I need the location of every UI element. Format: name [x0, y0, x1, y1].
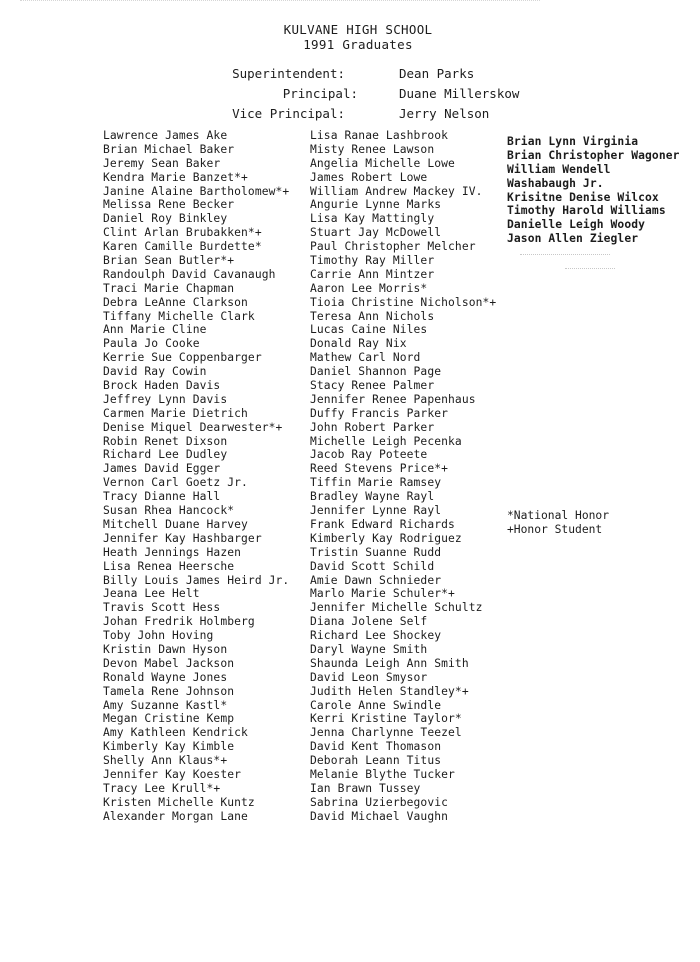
graduate-name: Tracy Dianne Hall	[103, 490, 221, 504]
graduate-name: William Andrew Mackey IV.	[310, 184, 483, 198]
graduate-name: Daryl Wayne Smith	[310, 642, 428, 656]
graduate-name: Amy Kathleen Kendrick	[103, 726, 248, 740]
graduate-name: Kimberly Kay Rodriguez	[310, 531, 462, 545]
graduate-name: James Robert Lowe	[310, 170, 428, 184]
graduate-name: Brian Christopher Wagoner	[507, 148, 680, 162]
graduate-name: Richard Lee Dudley	[103, 448, 228, 462]
graduate-name: Krisitne Denise Wilcox	[507, 190, 659, 204]
graduate-name: Jennifer Michelle Schultz	[310, 601, 483, 615]
graduate-name: Jennifer Kay Hashbarger	[103, 531, 262, 545]
graduate-name: Tiffany Michelle Clark	[103, 309, 255, 323]
graduate-name: Denise Miquel Dearwester*+	[103, 420, 283, 434]
graduate-name: Alexander Morgan Lane	[103, 809, 248, 823]
graduate-name: Angurie Lynne Marks	[310, 198, 442, 212]
graduate-name: Lisa Kay Mattingly	[310, 212, 435, 226]
superintendent-label: Superintendent:	[232, 66, 345, 81]
graduate-name: Richard Lee Shockey	[310, 629, 442, 643]
scan-artifact	[520, 254, 610, 258]
graduate-name: Diana Jolene Self	[310, 615, 428, 629]
graduate-name: Daniel Roy Binkley	[103, 212, 228, 226]
graduate-name: Jeremy Sean Baker	[103, 156, 221, 170]
graduate-name: Jeana Lee Helt	[103, 587, 200, 601]
graduate-name: Kristen Michelle Kuntz	[103, 795, 255, 809]
graduate-name: Traci Marie Chapman	[103, 281, 235, 295]
graduate-name: David Kent Thomason	[310, 740, 442, 754]
graduate-name: Karen Camille Burdette*	[103, 240, 262, 254]
graduate-name: Melanie Blythe Tucker	[310, 767, 455, 781]
graduate-name: David Michael Vaughn	[310, 809, 449, 823]
graduate-name: Clint Arlan Brubakken*+	[103, 226, 262, 240]
graduate-name: Danielle Leigh Woody	[507, 218, 646, 232]
graduate-name: Carmen Marie Dietrich	[103, 406, 248, 420]
vice-principal-name: Jerry Nelson	[399, 106, 490, 121]
graduate-name: Washabaugh Jr.	[507, 176, 604, 190]
graduate-name: Stuart Jay McDowell	[310, 226, 442, 240]
graduate-name: Toby John Hoving	[103, 629, 214, 643]
graduate-name: Brian Sean Butler*+	[103, 254, 235, 268]
graduate-name: Teresa Ann Nichols	[310, 309, 435, 323]
graduate-name: Kimberly Kay Kimble	[103, 740, 235, 754]
principal-label: Principal:	[282, 86, 358, 101]
graduate-name: Megan Cristine Kemp	[103, 712, 235, 726]
graduate-name: Debra LeAnne Clarkson	[103, 295, 248, 309]
principal-name: Duane Millerskow	[399, 86, 520, 101]
superintendent-name: Dean Parks	[399, 66, 475, 81]
graduate-name: Lisa Ranae Lashbrook	[310, 129, 449, 142]
graduate-name: Michelle Leigh Pecenka	[310, 434, 462, 448]
vice-principal-label: Vice Principal:	[232, 106, 345, 121]
graduate-name: Ian Brawn Tussey	[310, 781, 421, 795]
graduate-name: Jeffrey Lynn Davis	[103, 392, 228, 406]
graduate-name: Randoulph David Cavanaugh	[103, 267, 276, 281]
graduate-name: William Wendell	[507, 162, 611, 176]
scan-artifact	[20, 0, 540, 9]
graduate-name: Stacy Renee Palmer	[310, 379, 435, 393]
graduate-name: Tristin Suanne Rudd	[310, 545, 442, 559]
graduate-name: Kerrie Sue Coppenbarger	[103, 351, 262, 365]
graduate-name: Tioia Christine Nicholson*+	[310, 295, 497, 309]
graduate-name: David Ray Cowin	[103, 365, 207, 379]
document-subtitle: 1991 Graduates	[303, 37, 413, 52]
graduate-name: Heath Jennings Hazen	[103, 545, 242, 559]
graduate-name: Janine Alaine Bartholomew*+	[103, 184, 290, 198]
graduate-name: Kristin Dawn Hyson	[103, 642, 228, 656]
graduate-name: Donald Ray Nix	[310, 337, 407, 351]
graduate-name: Daniel Shannon Page	[310, 365, 442, 379]
graduate-name: Robin Renet Dixson	[103, 434, 228, 448]
graduate-name: Jennifer Renee Papenhaus	[310, 392, 476, 406]
graduate-name: Susan Rhea Hancock*	[103, 504, 235, 518]
graduate-name: Timothy Ray Miller	[310, 254, 435, 268]
graduate-name: Ann Marie Cline	[103, 323, 207, 337]
graduate-name: Melissa Rene Becker	[103, 198, 235, 212]
legend-honor-student: +Honor Student	[507, 523, 603, 536]
graduate-name: Kerri Kristine Taylor*	[310, 712, 462, 726]
graduate-name: Shelly Ann Klaus*+	[103, 754, 228, 768]
graduate-name: Sabrina Uzierbegovic	[310, 795, 449, 809]
graduate-name: Ronald Wayne Jones	[103, 670, 228, 684]
graduate-name: Duffy Francis Parker	[310, 406, 449, 420]
graduates-column-3	[507, 135, 680, 246]
graduate-name: Misty Renee Lawson	[310, 142, 435, 156]
graduate-name: Brock Haden Davis	[103, 379, 221, 393]
graduate-name: Reed Stevens Price*+	[310, 462, 449, 476]
scan-artifact	[565, 268, 615, 272]
graduate-name: Billy Louis James Heird Jr.	[103, 573, 290, 587]
graduate-name: Marlo Marie Schuler*+	[310, 587, 455, 601]
graduate-name: Paul Christopher Melcher	[310, 240, 476, 254]
graduate-name: Jacob Ray Poteete	[310, 448, 428, 462]
graduate-name: Brian Michael Baker	[103, 142, 235, 156]
legend-national-honor: *National Honor	[507, 509, 610, 522]
graduate-name: Mathew Carl Nord	[310, 351, 421, 365]
graduate-name: Vernon Carl Goetz Jr.	[103, 476, 248, 490]
graduate-name: Judith Helen Standley*+	[310, 684, 469, 698]
graduate-name: Bradley Wayne Rayl	[310, 490, 435, 504]
graduate-name: Travis Scott Hess	[103, 601, 221, 615]
graduate-name: Jennifer Kay Koester	[103, 767, 242, 781]
graduates-column-2	[310, 129, 496, 824]
graduate-name: John Robert Parker	[310, 420, 435, 434]
graduate-name: Tiffin Marie Ramsey	[310, 476, 442, 490]
honor-legend	[507, 509, 609, 537]
graduate-name: David Scott Schild	[310, 559, 435, 573]
graduate-name: Lawrence James Ake	[103, 129, 228, 142]
graduate-name: Jennifer Lynne Rayl	[310, 504, 442, 518]
graduate-name: Jason Allen Ziegler	[507, 232, 639, 246]
graduate-name: David Leon Smysor	[310, 670, 428, 684]
graduate-name: Paula Jo Cooke	[103, 337, 200, 351]
graduate-name: Brian Lynn Virginia	[507, 135, 639, 148]
graduate-name: Devon Mabel Jackson	[103, 656, 235, 670]
graduate-name: Lucas Caine Niles	[310, 323, 428, 337]
graduate-name: Tracy Lee Krull*+	[103, 781, 221, 795]
graduate-name: Amy Suzanne Kastl*	[103, 698, 228, 712]
graduate-name: Aaron Lee Morris*	[310, 281, 428, 295]
graduate-name: Amie Dawn Schnieder	[310, 573, 442, 587]
graduate-name: Deborah Leann Titus	[310, 754, 442, 768]
graduate-name: Mitchell Duane Harvey	[103, 517, 248, 531]
school-title: KULVANE HIGH SCHOOL	[283, 22, 433, 37]
graduate-name: Kendra Marie Banzet*+	[103, 170, 248, 184]
graduate-name: Tamela Rene Johnson	[103, 684, 235, 698]
graduates-column-1	[103, 129, 289, 824]
graduate-name: Timothy Harold Williams	[507, 204, 666, 218]
graduate-name: Frank Edward Richards	[310, 517, 455, 531]
graduate-name: Angelia Michelle Lowe	[310, 156, 455, 170]
graduate-name: Carrie Ann Mintzer	[310, 267, 435, 281]
graduate-name: James David Egger	[103, 462, 221, 476]
graduate-name: Johan Fredrik Holmberg	[103, 615, 255, 629]
graduate-name: Jenna Charlynne Teezel	[310, 726, 462, 740]
graduate-name: Carole Anne Swindle	[310, 698, 442, 712]
graduate-name: Shaunda Leigh Ann Smith	[310, 656, 469, 670]
graduate-name: Lisa Renea Heersche	[103, 559, 235, 573]
